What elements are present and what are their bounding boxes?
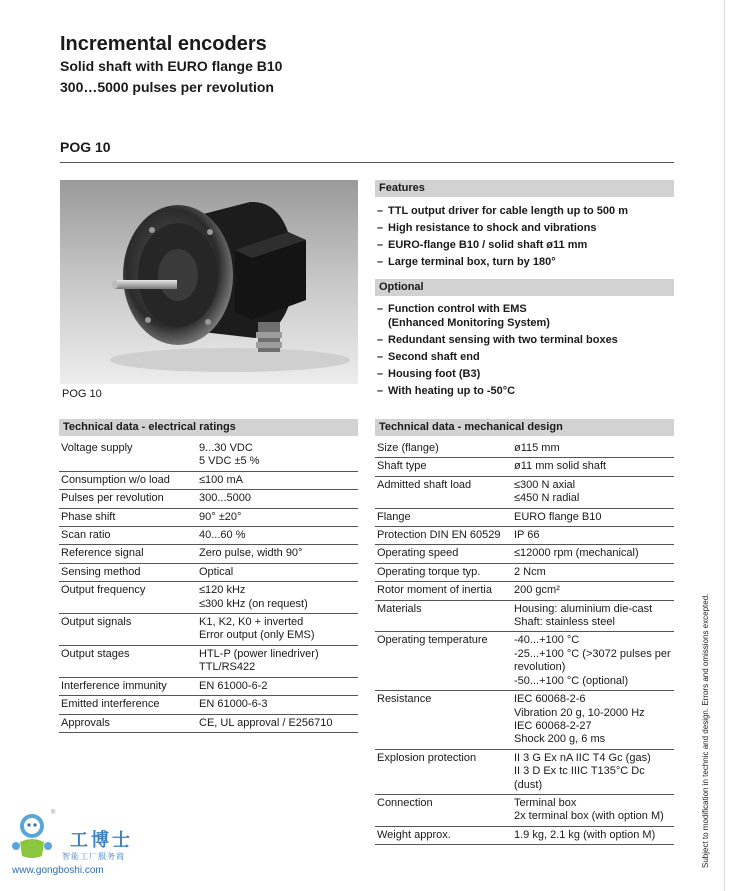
spec-label: Approvals [59, 714, 197, 732]
spec-value: EURO flange B10 [512, 508, 674, 526]
table-row [375, 563, 674, 581]
spec-label: Output stages [59, 645, 197, 677]
electrical-heading: Technical data - electrical ratings [59, 419, 358, 436]
list-item: – Function control with EMS (Enhanced Monitoring System) [377, 303, 550, 329]
spec-value: II 3 G Ex nA IIC T4 Gc (gas) II 3 D Ex tc IIIC T135°C Dc (dust) [512, 749, 674, 794]
table-row [59, 545, 358, 563]
list-item: – TTL output driver for cable length up to 500 m [377, 205, 628, 217]
spec-value: IEC 60068-2-6 Vibration 20 g, 10-2000 Hz IEC 60068-2-27 Shock 200 g, 6 ms [512, 691, 674, 750]
spec-value: 200 gcm² [512, 582, 674, 600]
spec-value: 9...30 VDC 5 VDC ±5 % [197, 440, 358, 471]
spec-label: Consumption w/o load [59, 471, 197, 489]
table-row [375, 527, 674, 545]
page-subtitle-pulses: 300…5000 pulses per revolution [60, 79, 274, 95]
spec-label: Scan ratio [59, 527, 197, 545]
spec-value: IP 66 [512, 527, 674, 545]
product-photo [60, 180, 358, 384]
table-row [59, 508, 358, 526]
table-row [59, 645, 358, 677]
electrical-table [59, 440, 358, 733]
spec-value: 1.9 kg, 2.1 kg (with option M) [512, 826, 674, 844]
spec-value: CE, UL approval / E256710 [197, 714, 358, 732]
spec-label: Sensing method [59, 563, 197, 581]
table-row [59, 614, 358, 646]
table-row [59, 582, 358, 614]
table-row [375, 440, 674, 458]
table-row [375, 749, 674, 794]
spec-label: Interference immunity [59, 677, 197, 695]
spec-label: Pulses per revolution [59, 490, 197, 508]
table-row [375, 794, 674, 826]
list-item: – With heating up to -50°C [377, 384, 516, 397]
features-heading: Features [375, 180, 674, 197]
spec-label: Phase shift [59, 508, 197, 526]
spec-value: 40...60 % [197, 527, 358, 545]
model-divider [60, 162, 674, 163]
disclaimer-note: Subject to modification in technic and design. Errors and omissions excepted. [701, 593, 710, 868]
table-row [375, 582, 674, 600]
spec-label: Connection [375, 794, 512, 826]
optional-list [377, 303, 674, 402]
table-row [375, 476, 674, 508]
spec-label: Resistance [375, 691, 512, 750]
spec-label: Size (flange) [375, 440, 512, 458]
spec-label: Operating speed [375, 545, 512, 563]
table-row [375, 826, 674, 844]
table-row [59, 714, 358, 732]
spec-label: Operating torque typ. [375, 563, 512, 581]
table-row [59, 440, 358, 471]
spec-label: Protection DIN EN 60529 [375, 527, 512, 545]
page-title: Incremental encoders [60, 33, 267, 55]
table-row [59, 696, 358, 714]
spec-value: Housing: aluminium die-cast Shaft: stainless steel [512, 600, 674, 632]
mechanical-heading: Technical data - mechanical design [375, 419, 674, 436]
spec-value: Terminal box 2x terminal box (with option M) [512, 794, 674, 826]
spec-value: Optical [197, 563, 358, 581]
table-row [375, 458, 674, 476]
watermark [10, 810, 160, 880]
spec-label: Emitted interference [59, 696, 197, 714]
list-item: – Redundant sensing with two terminal boxes [377, 333, 618, 346]
list-item: – Second shaft end [377, 350, 480, 363]
list-item: – EURO-flange B10 / solid shaft ø11 mm [377, 238, 588, 251]
spec-value: -40...+100 °C -25...+100 °C (>3072 pulses per revolution) -50...+100 °C (optional) [512, 632, 674, 691]
mechanical-table [375, 440, 674, 845]
page-edge-rule [724, 0, 725, 891]
table-row [375, 691, 674, 750]
spec-label: Rotor moment of inertia [375, 582, 512, 600]
spec-label: Reference signal [59, 545, 197, 563]
table-row [59, 677, 358, 695]
features-list [377, 205, 674, 273]
table-row [375, 508, 674, 526]
spec-label: Operating temperature [375, 632, 512, 691]
watermark-registered: ® [51, 810, 56, 816]
spec-value: ø115 mm [512, 440, 674, 458]
list-item: – High resistance to shock and vibrations [377, 221, 597, 234]
spec-value: 300...5000 [197, 490, 358, 508]
spec-label: Output frequency [59, 582, 197, 614]
spec-label: Admitted shaft load [375, 476, 512, 508]
watermark-tagline: 智能工厂服务商 [62, 852, 125, 861]
spec-value: ≤300 N axial ≤450 N radial [512, 476, 674, 508]
page-subtitle-flange: Solid shaft with EURO flange B10 [60, 58, 283, 74]
watermark-brand: 工博士 [70, 830, 133, 850]
list-item: – Large terminal box, turn by 180° [377, 255, 556, 268]
spec-value: EN 61000-6-3 [197, 696, 358, 714]
spec-label: Voltage supply [59, 440, 197, 471]
encoder-image [60, 180, 358, 384]
spec-value: 2 Ncm [512, 563, 674, 581]
spec-value: EN 61000-6-2 [197, 677, 358, 695]
table-row [59, 471, 358, 489]
table-row [59, 527, 358, 545]
spec-value: HTL-P (power linedriver) TTL/RS422 [197, 645, 358, 677]
spec-value: ≤100 mA [197, 471, 358, 489]
spec-label: Explosion protection [375, 749, 512, 794]
spec-value: ø11 mm solid shaft [512, 458, 674, 476]
model-heading: POG 10 [60, 139, 111, 155]
watermark-url: www.gongboshi.com [12, 865, 104, 876]
optional-heading: Optional [375, 279, 674, 296]
spec-value: ≤12000 rpm (mechanical) [512, 545, 674, 563]
spec-label: Weight approx. [375, 826, 512, 844]
table-row [375, 545, 674, 563]
spec-label: Flange [375, 508, 512, 526]
photo-caption: POG 10 [62, 388, 102, 400]
spec-value: Zero pulse, width 90° [197, 545, 358, 563]
spec-value: K1, K2, K0 + inverted Error output (only EMS) [197, 614, 358, 646]
spec-value: 90° ±20° [197, 508, 358, 526]
list-item: – Housing foot (B3) [377, 367, 481, 380]
table-row [375, 632, 674, 691]
spec-label: Shaft type [375, 458, 512, 476]
table-row [59, 490, 358, 508]
robot-mascot-icon [10, 812, 54, 864]
spec-label: Materials [375, 600, 512, 632]
table-row [59, 563, 358, 581]
spec-value: ≤120 kHz ≤300 kHz (on request) [197, 582, 358, 614]
spec-label: Output signals [59, 614, 197, 646]
table-row [375, 600, 674, 632]
